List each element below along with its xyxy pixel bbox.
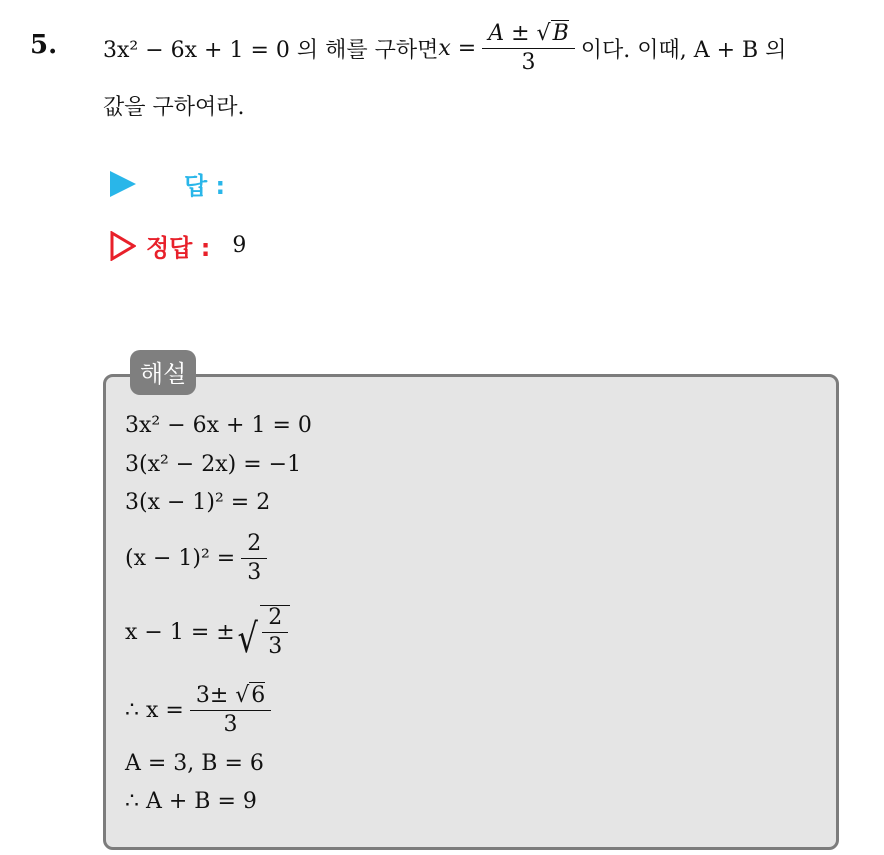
explanation-line-6 [125,684,277,737]
problem-line-1 [103,22,786,75]
problem-number: 5. [30,30,58,60]
explanation-tab: 해설 [130,350,196,395]
explanation-line-4 [125,532,273,585]
fraction-num-a: A ± [488,21,530,46]
correct-answer-label: 정답 : [146,234,211,262]
fraction-denominator: 3 [521,50,536,76]
line5-lhs: x − 1 = ± [125,619,235,645]
correct-answer-value: 9 [232,233,247,258]
line4-lhs: (x − 1)² = [125,546,236,572]
line4-den: 3 [247,560,262,586]
explanation-line-1: 3x² − 6x + 1 = 0 [125,413,312,438]
fraction-num-b: B [552,21,569,46]
problem-line1-pre: 3x² − 6x + 1 = 0 의 해를 구하면 [103,38,439,64]
play-outline-icon [110,231,136,261]
line6-lhs: ∴ x = [125,698,184,724]
explanation-line-8: ∴ A + B = 9 [125,789,257,814]
line6-num-a: 3± [195,683,229,708]
line6-num-b: 6 [251,683,266,708]
line5-den: 3 [268,634,283,660]
answer-label: 답 : [184,172,226,200]
line6-den: 3 [223,712,238,738]
problem-fraction [482,22,575,75]
line5-sqrt [235,605,291,663]
play-icon [110,171,136,197]
problem-line1-post: 이다. 이때, A + B 의 [580,38,787,64]
correct-answer-row [110,228,246,263]
line5-num: 2 [262,606,288,633]
problem-line1-x: x = [438,36,477,62]
line6-fraction [190,684,271,737]
answer-row [110,166,225,201]
fraction-numerator: A ± √B [482,22,575,49]
problem-line-2: 값을 구하여라. [103,95,245,120]
explanation-line-2: 3(x² − 2x) = −1 [125,452,302,477]
explanation-line-3: 3(x − 1)² = 2 [125,490,271,515]
line5-fraction [260,605,290,659]
explanation-line-5 [125,605,290,663]
sqrt-icon: √ [237,616,258,663]
explanation-line-7: A = 3, B = 6 [125,751,264,776]
line4-num: 2 [241,532,267,559]
line6-num: 3± √6 [190,684,271,711]
line4-fraction [241,532,267,585]
